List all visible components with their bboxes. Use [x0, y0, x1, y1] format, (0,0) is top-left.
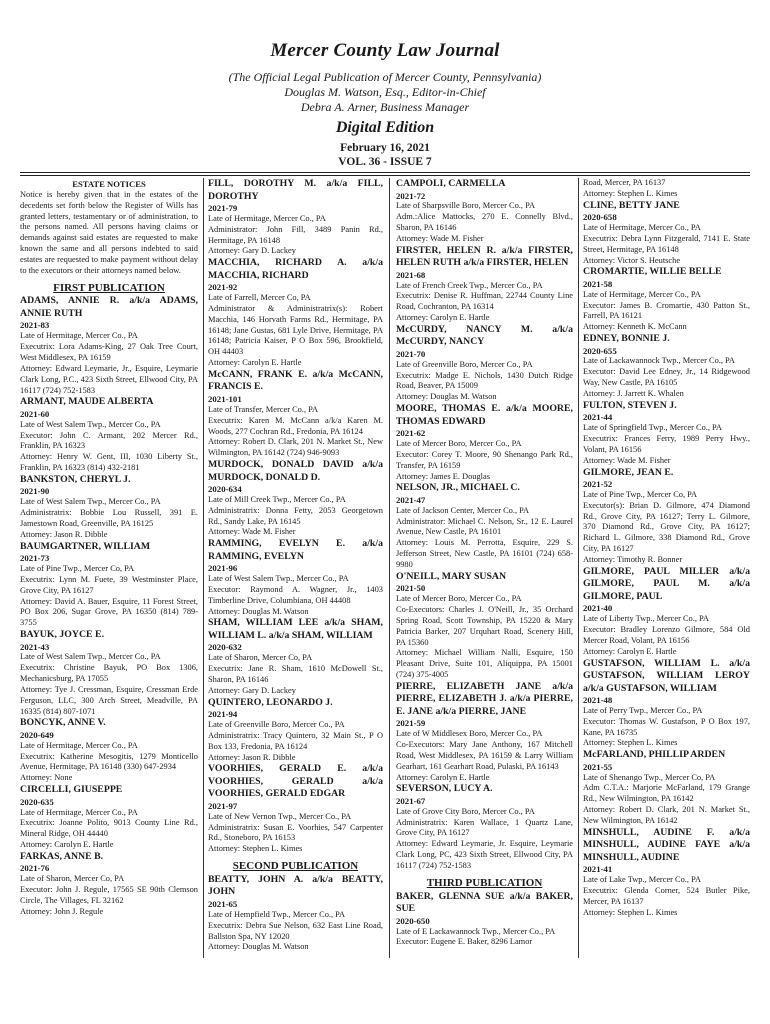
- estate-detail-line: Administratrix: Donna Fetty, 2053 Georgetown Rd., Sandy Lake, PA 16145: [208, 505, 383, 526]
- estate-detail-line: Late of Mercer Boro, Mercer Co., PA: [396, 439, 522, 448]
- estate-detail-line: Attorney: Douglas M. Watson: [208, 606, 309, 616]
- decedent-name: BAYUK, JOYCE E.: [20, 629, 105, 641]
- estate-entry: [396, 178, 573, 245]
- column-entries: [396, 178, 573, 948]
- estate-detail-line: Attorney: Gary D. Lackey: [208, 685, 296, 695]
- estate-detail-line: Attorney: Michael William Nalli, Esquire, 150 Pleasant Drive, Suite 101, Aliquippa, PA 15001 (724) 375-4005: [396, 648, 573, 680]
- estate-detail-line: Attorney: Wade M. Fisher: [208, 527, 296, 537]
- estate-detail-line: Adm.:Alice Mattocks, 270 E. Connelly Blvd., Sharon, PA 16146: [396, 212, 573, 233]
- estate-entry: [208, 697, 383, 764]
- header-rule-bottom: [20, 175, 750, 176]
- decedent-name: ADAMS, ANNIE R. a/k/a ADAMS, ANNIE RUTH: [20, 295, 198, 319]
- estate-detail-line: Attorney: Robert D. Clark, 201 N. Market St., New Wilmington, PA 16142 (724) 946-9093: [208, 437, 383, 458]
- estate-detail-line: Attorney: Timothy R. Bonner: [583, 554, 683, 564]
- estate-detail-line: Attorney: Henry W. Gent, III, 1030 Liberty St., Franklin, PA 16323 (814) 432-2181: [20, 452, 198, 473]
- estate-detail-line: Executrix: Karen M. McCann a/k/a Karen M. Woods, 277 Cochran Rd., Fredonia, PA 16124: [208, 415, 383, 436]
- journal-title: Mercer County Law Journal: [270, 40, 500, 61]
- decedent-name: BAUMGARTNER, WILLIAM: [20, 540, 151, 552]
- estate-number: 2021-47: [396, 494, 426, 505]
- estate-detail-line: Executor: Eugene E. Baker, 8296 Lamor: [396, 937, 533, 947]
- estate-detail-line: Late of Hermitage, Mercer Co., PA: [20, 331, 138, 341]
- masthead: [0, 40, 770, 169]
- decedent-name: NELSON, JR., MICHAEL C.: [396, 482, 520, 494]
- estate-entry: [583, 658, 750, 750]
- estate-entry: [20, 784, 198, 851]
- decedent-name: MURDOCK, DONALD DAVID a/k/a MURDOCK, DONALD D.: [208, 459, 383, 483]
- estate-number: 2021-67: [396, 795, 426, 806]
- decedent-name: CLINE, BETTY JANE: [583, 199, 680, 211]
- estate-notices-heading: ESTATE NOTICES: [72, 179, 146, 189]
- column-entries: [20, 283, 198, 918]
- estate-number: 2021-65: [208, 898, 238, 909]
- decedent-name: PIERRE, ELIZABETH JANE a/k/a PIERRE, ELIZABETH J. a/k/a PIERRE, E. JANE a/k/a PIERRE, JANE: [396, 680, 573, 717]
- estate-number: 2021-79: [208, 203, 238, 213]
- estate-detail-line: Attorney: Carolyn E. Hartle: [583, 646, 677, 656]
- estate-entry: [396, 891, 573, 949]
- estate-detail-line: Late of E Lackawannock Twp., Mercer Co., PA: [396, 926, 556, 936]
- estate-detail-line: Attorney: Wade M. Fisher: [396, 233, 484, 243]
- estate-entry: [20, 295, 198, 396]
- estate-detail-line: Executrix: Katherine Mesogitis, 1279 Monticello Avenue, Hermitage, PA 16148 (330) 647-2934: [20, 751, 198, 772]
- estate-detail-line: Late of Liberty Twp., Mercer Co., PA: [583, 614, 709, 624]
- estate-number: 2021-72: [396, 190, 426, 201]
- estate-detail-line: Late of Hempfield Twp., Mercer Co., PA: [208, 909, 346, 919]
- estate-number: 2021-60: [20, 408, 50, 419]
- estate-detail-line: Adm C.T.A.: Marjorie McFarland, 179 Grange Rd., New Wilmington, PA 16142: [583, 783, 750, 804]
- estate-entry: [396, 783, 573, 871]
- estate-detail-line: Executrix: Debra Sue Nelson, 632 East Line Road, Ballston Spa, NY 12020: [208, 920, 383, 941]
- estate-detail-line: Attorney: Carolyn E. Hartle: [396, 313, 490, 323]
- estate-detail-line: Late of French Creek Twp., Mercer Co., PA: [396, 280, 543, 290]
- estate-detail-line: Executor: Corey T. Moore, 90 Shenango Park Rd., Transfer, PA 16159: [396, 449, 573, 470]
- estate-entry: [396, 681, 573, 784]
- column-entries: [208, 178, 383, 953]
- estate-number: 2021-52: [583, 479, 613, 490]
- decedent-name: SEVERSON, LUCY A.: [396, 783, 493, 795]
- estate-detail-line: Administrator: John Fill, 3489 Panin Rd., Hermitage, PA 16148: [208, 224, 383, 245]
- estate-detail-line: Attorney: Tye J. Cressman, Esquire, Cressman Erde Ferguson, LLC, 300 Arch Street, Meadville, PA 16335 (814) 807-1071: [20, 684, 198, 716]
- estate-detail-line: Late of Transfer, Mercer Co., PA: [208, 404, 319, 414]
- column-4: [583, 178, 750, 1018]
- decedent-name: QUINTERO, LEONARDO J.: [208, 696, 333, 708]
- decedent-name: BAKER, GLENNA SUE a/k/a BAKER, SUE: [396, 890, 573, 915]
- estate-number: 2021-48: [583, 695, 613, 706]
- estate-number: 2021-101: [208, 393, 242, 404]
- estate-detail-line: Late of Sharon, Mercer Co, PA: [20, 874, 125, 884]
- estate-detail-line: Late of Grove City Boro, Mercer Co., PA: [396, 806, 535, 816]
- column-divider: [578, 178, 579, 958]
- estate-entry: [583, 827, 750, 919]
- estate-detail-line: Road, Mercer, PA 16137: [583, 178, 666, 187]
- decedent-name: MOORE, THOMAS E. a/k/a MOORE, THOMAS EDWARD: [396, 403, 573, 427]
- estate-detail-line: Executrix: Lynn M. Fuete, 39 Westminster Place, Grove City, PA 16127: [20, 574, 198, 595]
- decedent-name: McFARLAND, PHILLIP ARDEN: [583, 749, 726, 761]
- estate-detail-line: Late of Perry Twp., Mercer Co., PA: [583, 705, 703, 715]
- column-1: [20, 178, 198, 1018]
- estate-detail-line: Executor: Raymond A. Wagner, Jr., 1403 Timberline Drive, Columbiana, OH 44408: [208, 584, 383, 605]
- estate-detail-line: Attorney: Kenneth K. McCann: [583, 322, 687, 332]
- decedent-name: ARMANT, MAUDE ALBERTA: [20, 396, 154, 408]
- estate-entry: [396, 324, 573, 403]
- estate-detail-line: Attorney: James E. Douglas: [396, 471, 490, 481]
- section-heading-third: THIRD PUBLICATION: [426, 876, 543, 889]
- decedent-name: O'NEILL, MARY SUSAN: [396, 570, 507, 582]
- decedent-name: VOORHIES, GERALD E. a/k/a VOORHIES, GERALD a/k/a VOORHIES, GERALD EDGAR: [208, 763, 383, 800]
- estate-detail-line: Attorney: Carolyn E. Hartle: [396, 772, 490, 782]
- decedent-name: CAMPOLI, CARMELLA: [396, 178, 506, 189]
- estate-detail-line: Late of Lake Twp., Mercer Co., PA: [583, 875, 702, 885]
- decedent-name: GILMORE, JEAN E.: [583, 466, 674, 478]
- estate-detail-line: Late of Pine Twp., Mercer Co, PA: [20, 563, 135, 573]
- estate-detail-line: Administratrix: Karen Wallace, 1 Quartz Lane, Grove City, PA 16127: [396, 817, 573, 838]
- column-2: [208, 178, 383, 1018]
- estate-number: 2020-635: [20, 796, 54, 807]
- estate-number: 2021-96: [208, 563, 238, 574]
- estate-entry: [583, 178, 750, 200]
- estate-detail-line: Late of West Salem Twp., Mercer Co., PA: [20, 652, 161, 662]
- estate-detail-line: Late of West Salem Twp., Mercer Co., PA: [208, 574, 349, 584]
- estate-number: 2021-92: [208, 282, 238, 293]
- subtitle-editor: Douglas M. Watson, Esq., Editor-in-Chief: [284, 85, 486, 99]
- estate-entry: [208, 257, 383, 369]
- decedent-name: RAMMING, EVELYN E. a/k/a RAMMING, EVELYN: [208, 538, 383, 562]
- estate-detail-line: Late of Hermitage, Mercer Co., PA: [20, 807, 138, 817]
- estate-number: 2020-632: [208, 642, 242, 653]
- decedent-name: MINSHULL, AUDINE F. a/k/a MINSHULL, AUDINE FAYE a/k/a MINSHULL, AUDINE: [583, 826, 750, 863]
- decedent-name: BANKSTON, CHERYL J.: [20, 473, 131, 485]
- estate-entry: [583, 266, 750, 333]
- estate-detail-line: Attorney: Victor S. Heutsche: [583, 255, 681, 265]
- decedent-name: FARKAS, ANNE B.: [20, 850, 104, 862]
- estate-detail-line: Executor: John C. Armant, 202 Mercer Rd., Franklin, PA 16323: [20, 430, 198, 451]
- notice-columns: [20, 178, 750, 1018]
- estate-detail-line: Late of West Salem Twp., Mercer Co., PA: [20, 419, 161, 429]
- estate-number: 2021-58: [583, 278, 613, 289]
- estate-entry: [583, 566, 750, 658]
- estate-entry: [20, 717, 198, 784]
- estate-entry: [20, 851, 198, 918]
- column-divider: [389, 178, 390, 958]
- decedent-name: BEATTY, JOHN A. a/k/a BEATTY, JOHN: [208, 873, 383, 898]
- estate-entry: [396, 245, 573, 324]
- estate-number: 2020-650: [396, 915, 430, 926]
- estate-detail-line: Late of Hermitage, Mercer Co., PA: [583, 223, 701, 233]
- estate-detail-line: Attorney: Edward Leymarie, Jr., Esquire, Leymarie Clark Long, P.C., 423 Sixth Street, Ellwood City, PA 16117 (724) 752-1583: [20, 363, 198, 395]
- decedent-name: MACCHIA, RICHARD A. a/k/a MACCHIA, RICHARD: [208, 257, 383, 281]
- estate-detail-line: Late of West Salem Twp., Mercer Co., PA: [20, 497, 161, 507]
- estate-number: 2021-70: [396, 348, 426, 359]
- estate-entry: [583, 200, 750, 267]
- estate-detail-line: Co-Executors: Charles J. O'Neill, Jr., 35 Orchard Spring Road, Scott Township, PA 15220 & Mary Patricia Barker, 207 Urquhart Road, Scenery Hill, PA 15360: [396, 604, 573, 647]
- estate-detail-line: Late of W Middlesex Boro, Mercer Co., PA: [396, 729, 543, 739]
- estate-detail-line: Attorney: Douglas M. Watson: [208, 942, 309, 952]
- estate-detail-line: Late of Hermitage, Mercer Co., PA: [20, 740, 138, 750]
- section-heading-first: FIRST PUBLICATION: [53, 281, 165, 294]
- section-heading-second: SECOND PUBLICATION: [232, 860, 359, 873]
- decedent-name: BONCYK, ANNE V.: [20, 717, 106, 729]
- estate-detail-line: Attorney: Stephen L. Kimes: [583, 188, 678, 198]
- estate-detail-line: Co-Executors: Mary Jane Anthony, 167 Mitchell Road, West Middlesex, PA 16159 & Larry William Gearhart, 161 Gearhart Road, Pulaski, PA 16143: [396, 740, 573, 771]
- estate-detail-line: Executor: David Lee Edney, Jr., 14 Ridgewood Way, New Castle, PA 16105: [583, 367, 750, 388]
- decedent-name: CIRCELLI, GIUSEPPE: [20, 784, 123, 796]
- decedent-name: FIRSTER, HELEN R. a/k/a FIRSTER, HELEN RUTH a/k/a FIRSTER, HELEN: [396, 244, 573, 269]
- estate-entry: [583, 749, 750, 827]
- estate-detail-line: Attorney: Edward Leymarie, Jr. Esquire, Leymarie Clark Long, PC, 423 Sixth Street, Ellwood City, PA 16117 (724) 752-1583: [396, 839, 573, 870]
- estate-number: 2021-40: [583, 603, 613, 614]
- estate-detail-line: Attorney: Carolyn E. Hartle: [20, 840, 114, 850]
- estate-detail-line: Executrix: Jane R. Sham, 1610 McDowell St., Sharon, PA 16146: [208, 664, 383, 684]
- estate-detail-line: Administratrix: Bobbie Lou Russell, 391 E. Jamestown Road, Greenville, PA 16125: [20, 508, 198, 528]
- estate-detail-line: Attorney: Carolyn E. Hartle: [208, 358, 302, 368]
- decedent-name: McCANN, FRANK E. a/k/a McCANN, FRANCIS E.: [208, 368, 383, 393]
- estate-detail-line: Executrix: Christine Bayuk, PO Box 1306, Mechanicsburg, PA 17055: [20, 663, 198, 684]
- estate-detail-line: Attorney: David A. Bauer, Esquire, 11 Forest Street, PO Box 206, Sugar Grove, PA 16350 (814) 789-3755: [20, 596, 198, 628]
- subtitle-manager: Debra A. Arner, Business Manager: [300, 100, 470, 114]
- estate-detail-line: Late of Hermitage, Mercer Co., PA: [208, 213, 326, 223]
- estate-detail-line: Administrator & Administratrix(s): Robert Macchia, 146 Horvath Farms Rd., Hermitage, PA 16148; Jane Gustas, 681 Lyle Drive, Hermitage, PA 16148; Patricia Kaiser, P O Box 596, Brookfield, OH 44403: [208, 303, 383, 357]
- estate-detail-line: Attorney: Gary D. Lackey: [208, 246, 296, 256]
- estate-detail-line: Attorney: Stephen L. Kimes: [583, 907, 678, 917]
- estate-number: 2021-68: [396, 269, 426, 280]
- estate-detail-line: Late of Jackson Center, Mercer Co., PA: [396, 505, 530, 515]
- estate-detail-line: Executrix: Glenda Corner, 524 Butler Pike, Mercer, PA 16137: [583, 886, 750, 906]
- estate-detail-line: Executrix: Joanne Polito, 9013 County Line Rd., Mineral Ridge, OH 44440: [20, 818, 198, 839]
- issue-date: February 16, 2021: [340, 142, 430, 154]
- estate-detail-line: Executor: John J. Regule, 17565 SE 90th Clemson Circle, The Villages, FL 32162: [20, 885, 198, 905]
- decedent-name: FILL, DOROTHY M. a/k/a FILL, DOROTHY: [208, 178, 383, 202]
- estate-detail-line: Attorney: None: [20, 773, 73, 783]
- estate-detail-line: Attorney: Jason R. Dibble: [20, 529, 108, 539]
- estate-entry: [583, 400, 750, 467]
- estate-entry: [208, 617, 383, 696]
- estate-detail-line: Executor: Thomas W. Gustafson, P O Box 197, Kane, PA 16735: [583, 716, 750, 737]
- estate-detail-line: Executrix: Lora Adams-King, 27 Oak Tree Court, West Middlesex, PA 16159: [20, 342, 198, 362]
- estate-number: 2020-658: [583, 212, 617, 223]
- estate-detail-line: Administratrix: Tracy Quintero, 32 Main St., P O Box 133, Fredonia, PA 16124: [208, 730, 383, 751]
- header-rule-top: [20, 172, 750, 173]
- estate-number: 2021-59: [396, 718, 426, 729]
- estate-number: 2021-50: [396, 583, 426, 594]
- estate-entry: [20, 629, 198, 717]
- estate-entry: [583, 333, 750, 400]
- estate-detail-line: Late of Hermitage, Mercer Co., PA: [583, 289, 701, 299]
- estate-entry: [396, 403, 573, 482]
- estate-number: 2021-76: [20, 863, 50, 874]
- decedent-name: EDNEY, BONNIE J.: [583, 333, 670, 345]
- decedent-name: CROMARTIE, WILLIE BELLE: [583, 266, 722, 278]
- subtitle-publication: (The Official Legal Publication of Mercer County, Pennsylvania): [228, 70, 542, 84]
- column-divider: [203, 178, 204, 958]
- decedent-name: SHAM, WILLIAM LEE a/k/a SHAM, WILLIAM L. a/k/a SHAM, WILLIAM: [208, 617, 383, 641]
- estate-detail-line: Late of Pine Twp., Mercer Co, PA: [583, 489, 698, 499]
- estate-detail-line: Executrix: Madge E. Nichols, 1430 Dutch Ridge Road, Beaver, PA 15009: [396, 370, 573, 391]
- estate-detail-line: Attorney: John J. Regule: [20, 906, 104, 916]
- estate-detail-line: Administratrix: Susan E. Voorhies, 547 Carpenter Rd., Stoneboro, PA 16153: [208, 822, 383, 843]
- decedent-name: McCURDY, NANCY M. a/k/a McCURDY, NANCY: [396, 323, 573, 348]
- estate-entry: [208, 538, 383, 617]
- estate-detail-line: Late of Sharon, Mercer Co, PA: [208, 653, 313, 663]
- decedent-name: GUSTAFSON, WILLIAM L. a/k/a GUSTAFSON, WILLIAM LEROY a/k/a GUSTAFSON, WILLIAM: [583, 657, 750, 694]
- column-3: [396, 178, 573, 1018]
- issue-volume: VOL. 36 - ISSUE 7: [338, 156, 432, 168]
- edition-label: Digital Edition: [335, 119, 435, 136]
- estate-entry: [208, 763, 383, 855]
- estate-number: 2020-634: [208, 484, 242, 495]
- estate-detail-line: Administrator: Michael C. Nelson, Sr., 12 E. Laurel Avenue, New Castle, PA 16101: [396, 516, 573, 537]
- estate-number: 2021-73: [20, 553, 50, 564]
- estate-entry: [208, 369, 383, 459]
- estate-detail-line: Attorney: Stephen L. Kimes: [583, 738, 678, 748]
- estate-entry: [20, 396, 198, 474]
- estate-number: 2020-649: [20, 729, 54, 740]
- estate-detail-line: Late of Greenville Boro, Mercer Co., PA: [208, 720, 345, 730]
- decedent-name: GILMORE, PAUL MILLER a/k/a GILMORE, PAUL M. a/k/a GILMORE, PAUL: [583, 565, 750, 602]
- issue-info: [0, 141, 770, 169]
- estate-number: 2021-44: [583, 412, 613, 423]
- estate-detail-line: Attorney: Louis M. Perrotta, Esquire, 229 S. Jefferson Street, New Castle, PA 16101 (724) 658-9980: [396, 538, 573, 569]
- estate-number: 2021-97: [208, 800, 238, 811]
- estate-number: 2021-55: [583, 761, 613, 772]
- estate-number: 2020-655: [583, 345, 617, 356]
- estate-number: 2021-43: [20, 641, 50, 652]
- estate-entry: [396, 571, 573, 681]
- estate-entry: [208, 178, 383, 257]
- estate-detail-line: Late of Lackawannock Twp., Mercer Co., PA: [583, 356, 735, 366]
- estate-detail-line: Late of Greenville Boro, Mercer Co., PA: [396, 359, 533, 369]
- estate-entry: [20, 474, 198, 541]
- estate-detail-line: Executor: Bradley Lorenzo Gilmore, 584 Old Mercer Road, Volant, PA 16156: [583, 625, 750, 645]
- estate-detail-line: Attorney: Douglas M. Watson: [396, 392, 497, 402]
- estate-detail-line: Late of Farrell, Mercer Co, PA: [208, 293, 311, 303]
- estate-detail-line: Late of Mill Creek Twp., Mercer Co., PA: [208, 494, 346, 504]
- estate-detail-line: Executor(s): Brian D. Gilmore, 474 Diamond Rd., Grove City, PA 16127; Terry L. Gilmore, 370 Diamond Rd., Grove City, PA 16127; Richard L. Gilmore, 338 Diamond Rd., Grove City, PA 16127: [583, 500, 750, 554]
- estate-detail-line: Late of Sharpsville Boro, Mercer Co., PA: [396, 201, 536, 211]
- estate-number: 2021-83: [20, 320, 50, 331]
- estate-detail-line: Attorney: Stephen L. Kimes: [208, 844, 303, 854]
- estate-detail-line: Executrix: Debra Lynn Fitzgerald, 7141 E. State Street, Hermitage, PA 16148: [583, 233, 750, 254]
- estate-detail-line: Late of Mercer Boro, Mercer Co., PA: [396, 594, 522, 604]
- estate-detail-line: Late of New Vernon Twp., Mercer Co., PA: [208, 811, 352, 821]
- estate-detail-line: Executor: James B. Cromartie, 430 Patton St., Farrell, PA 16121: [583, 300, 750, 321]
- estate-detail-line: Attorney: Robert D. Clark, 201 N. Market St., New Wilmington, PA 16142: [583, 805, 750, 825]
- estate-entry: [396, 482, 573, 570]
- estate-number: 2021-41: [583, 864, 613, 875]
- estate-detail-line: Attorney: Jason R. Dibble: [208, 752, 296, 762]
- estate-detail-line: Attorney: Wade M. Fisher: [583, 455, 671, 465]
- estate-detail-line: Executrix: Frances Ferry, 1989 Perry Hwy., Volant, PA 16156: [583, 434, 750, 454]
- estate-notices-text: Notice is hereby given that in the estates of the decedents set forth below the Register of Wills has granted letters, testamentary or of administration, to the persons named. All persons having claims or demands against said estates are requested to make known the same and all persons indebted to said estates are requested to make payment without delay to the executors or their attorneys named below.: [20, 189, 198, 275]
- estate-number: 2021-90: [20, 486, 50, 497]
- estate-entry: [208, 459, 383, 538]
- decedent-name: FULTON, STEVEN J.: [583, 399, 677, 411]
- estate-detail-line: Late of Shenango Twp., Mercer Co, PA: [583, 772, 716, 782]
- estate-detail-line: Attorney: J. Jarrett K. Whalen: [583, 389, 684, 398]
- estate-number: 2021-94: [208, 709, 238, 720]
- estate-detail-line: Executrix: Denise R. Huffman, 22744 County Line Road, Cochranton, PA 16314: [396, 291, 573, 312]
- estate-entry: [20, 541, 198, 629]
- estate-entry: [208, 874, 383, 953]
- estate-entry: [583, 467, 750, 566]
- estate-detail-line: Late of Springfield Twp., Mercer Co., PA: [583, 423, 722, 433]
- estate-number: 2021-62: [396, 428, 426, 439]
- journal-subtitle: [0, 70, 770, 115]
- column-entries: [583, 178, 750, 919]
